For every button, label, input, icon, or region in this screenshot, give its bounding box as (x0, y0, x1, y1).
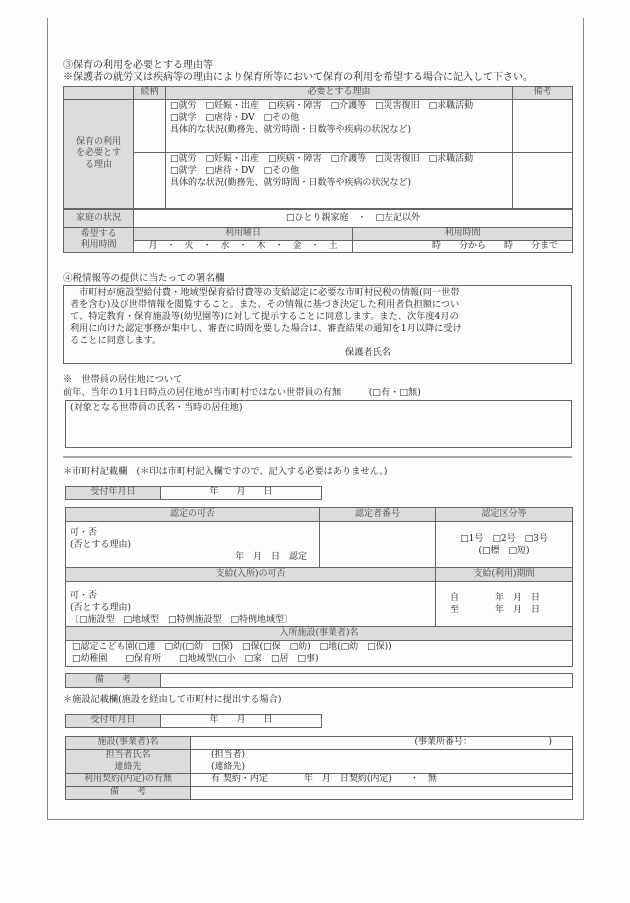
cert-number-input[interactable] (320, 522, 436, 568)
contract-label: 利用契約(内定)の有無 (66, 774, 191, 787)
contact-label (66, 750, 191, 774)
payment-header: 支給(入所)の可否 (66, 568, 436, 582)
cert-number-header: 認定者番号 (320, 508, 436, 522)
consent-line: ることに同意します。 (70, 335, 162, 346)
cert-date[interactable]: 年 月 日 認定 (234, 552, 307, 562)
label-line: る理由 (84, 159, 112, 170)
remarks-input-1[interactable] (513, 100, 573, 153)
residence-question (63, 387, 421, 399)
facility-remarks-input[interactable] (191, 787, 573, 800)
reason-row-label (64, 100, 134, 209)
contact-person[interactable]: (担当者) (211, 750, 246, 760)
desired-time-label (64, 228, 134, 253)
contract-value[interactable]: 有 契約・内定 年 月 日契約(内定) ・ 無 (191, 774, 573, 787)
label-line: 希望する (80, 228, 117, 239)
cert-class-suboptions[interactable]: (□標 □短) (478, 545, 530, 556)
residence-question-text: 前年、当年の1月1日時点の居住地が当市町村ではない世帯員の有無 (63, 387, 342, 398)
payment-yes-no[interactable]: 可・否 (70, 591, 98, 601)
cert-reason: (否とする理由) (70, 540, 132, 550)
period-from[interactable]: 自 年 月 日 (450, 593, 541, 603)
payment-cell (66, 582, 436, 627)
facility-options-line1[interactable]: □認定こども園(□連 □幼(□幼 □保) □保(□保 □幼) □地(□幼 □保)) (72, 642, 392, 652)
family-status-label: 家庭の状況 (64, 210, 134, 228)
facility-header: 入所施設(事業者)名 (66, 627, 573, 641)
consent-line: 利用に向けた認定事務が集中し、審査に時間を要した場合は、審査結果の通知を1月以降に受け (70, 323, 462, 334)
facility-options-cell (66, 641, 573, 667)
cert-class-cell (436, 522, 573, 568)
facility-received-label: 受付年月日 (66, 715, 161, 728)
remarks-input-2[interactable] (513, 153, 573, 209)
residence-options[interactable]: (□有・□無) (368, 387, 421, 398)
reason-options-line2[interactable]: □就学 □虐待・DV □その他 (170, 166, 300, 176)
period-header: 支給(利用)期間 (436, 568, 573, 582)
consent-line: 者を含む)及び世帯情報を閲覧すること。また、その情報に基づき決定した利用者負担額につい (70, 299, 460, 310)
header-relation: 続柄 (134, 87, 166, 100)
payment-reason: (否とする理由) (70, 603, 132, 613)
section4-title: ④税情報等の提供に当たっての署名欄 (63, 273, 225, 284)
cert-yes-no[interactable]: 可・否 (70, 528, 98, 538)
family-time-table (63, 209, 573, 253)
reason-table (63, 86, 573, 209)
reason-options-line2[interactable]: □就学 □虐待・DV □その他 (170, 113, 300, 123)
facility-section-title: ＊施設記載欄(施設を経由して市町村に提出する場合) (63, 694, 282, 705)
consent-line: 市町村が施設型給付費・地域型保育給付費等の支給認定に必要な市町村民税の情報(同一世帯 (70, 287, 460, 298)
family-status-options[interactable]: □ひとり親家庭 ・ □左記以外 (134, 210, 573, 228)
reason-detail-label: 具体的な状況(勤務先、就労時間・日数等や疾病の状況など) (170, 125, 412, 135)
reason-options-line1[interactable]: □就労 □妊娠・出産 □疾病・障害 □介護等 □災害復旧 □求職活動 (170, 101, 474, 111)
facility-received-value[interactable]: 年 月 日 (161, 715, 322, 728)
contact-info[interactable]: (連絡先) (211, 761, 246, 772)
facility-name-input[interactable]: (事業所番号： ) (191, 737, 573, 750)
header-reason: 必要とする理由 (166, 87, 513, 100)
certification-table (65, 507, 573, 667)
residence-box-label: (対象となる世帯員の氏名・当時の居住地) (70, 402, 243, 413)
municipal-title: ＊市町村記載欄 (＊印は市町村記入欄ですので、記入する必要はありません。) (63, 466, 388, 477)
hours-input[interactable]: 時 分から 時 分まで (353, 240, 573, 253)
relation-input-2[interactable] (134, 153, 166, 209)
header-remarks: 備考 (513, 87, 573, 100)
municipal-remarks-table (65, 673, 573, 688)
facility-received-table (65, 714, 322, 728)
residence-box[interactable] (65, 400, 572, 448)
section3-title: ③保育の利用を必要とする理由等 (63, 60, 213, 71)
relation-input-1[interactable] (134, 100, 166, 153)
municipal-received-table (65, 486, 322, 500)
hours-header: 利用時間 (353, 228, 573, 241)
consent-box (63, 285, 572, 364)
reason-options-line1[interactable]: □就労 □妊娠・出産 □疾病・障害 □介護等 □災害復旧 □求職活動 (170, 154, 474, 164)
municipal-remarks-input[interactable] (161, 674, 573, 688)
days-selector[interactable]: 月 ・ 火 ・ 水 ・ 木 ・ 金 ・ 土 (134, 240, 353, 253)
label-line: 連絡先 (114, 761, 142, 772)
guardian-signature[interactable]: 保護者氏名 (345, 347, 391, 358)
period-cell (436, 582, 573, 627)
reason-detail-label: 具体的な状況(勤務先、就労時間・日数等や疾病の状況など) (170, 178, 412, 188)
label-line: を必要とす (75, 148, 121, 159)
reason-cell-1 (166, 100, 513, 153)
cert-class-header: 認定区分等 (436, 508, 573, 522)
label-line: 保育の利用 (75, 136, 121, 147)
facility-remarks-label: 備 考 (66, 787, 191, 800)
header-blank (64, 87, 134, 100)
cert-header: 認定の可否 (66, 508, 320, 522)
days-header: 利用曜日 (134, 228, 353, 241)
residence-title: ※ 世帯員の居住地について (63, 374, 183, 385)
consent-line: て、特定教育・保育施設等(幼児園等)に対して提示することに同意します。また、次年度4月の (70, 311, 459, 322)
received-date-label: 受付年月日 (66, 487, 161, 500)
payment-types[interactable]: 〔□施設型 □地域型 □特例施設型 □特例地域型〕 (70, 615, 294, 625)
label-line: 担当者氏名 (105, 750, 151, 760)
facility-info-table (65, 736, 573, 800)
divider (63, 456, 572, 458)
period-to[interactable]: 至 年 月 日 (450, 605, 541, 615)
cert-cell (66, 522, 320, 568)
section3-note: ※保護者の就労又は疾病等の理由により保育所等において保育の利用を希望する場合に記入して下さい。 (63, 72, 533, 83)
contact-cell[interactable] (191, 750, 573, 774)
reason-cell-2 (166, 153, 513, 209)
received-date-value[interactable]: 年 月 日 (161, 487, 322, 500)
cert-class-options[interactable]: □1号 □2号 □3号 (460, 533, 548, 544)
label-line: 利用時間 (80, 240, 117, 250)
municipal-remarks-label: 備 考 (66, 674, 161, 688)
facility-name-label: 施設(事業者)名 (66, 737, 191, 750)
facility-options-line2[interactable]: □幼稚園 □保育所 □地域型(□小 □家 □居 □事) (72, 654, 319, 664)
